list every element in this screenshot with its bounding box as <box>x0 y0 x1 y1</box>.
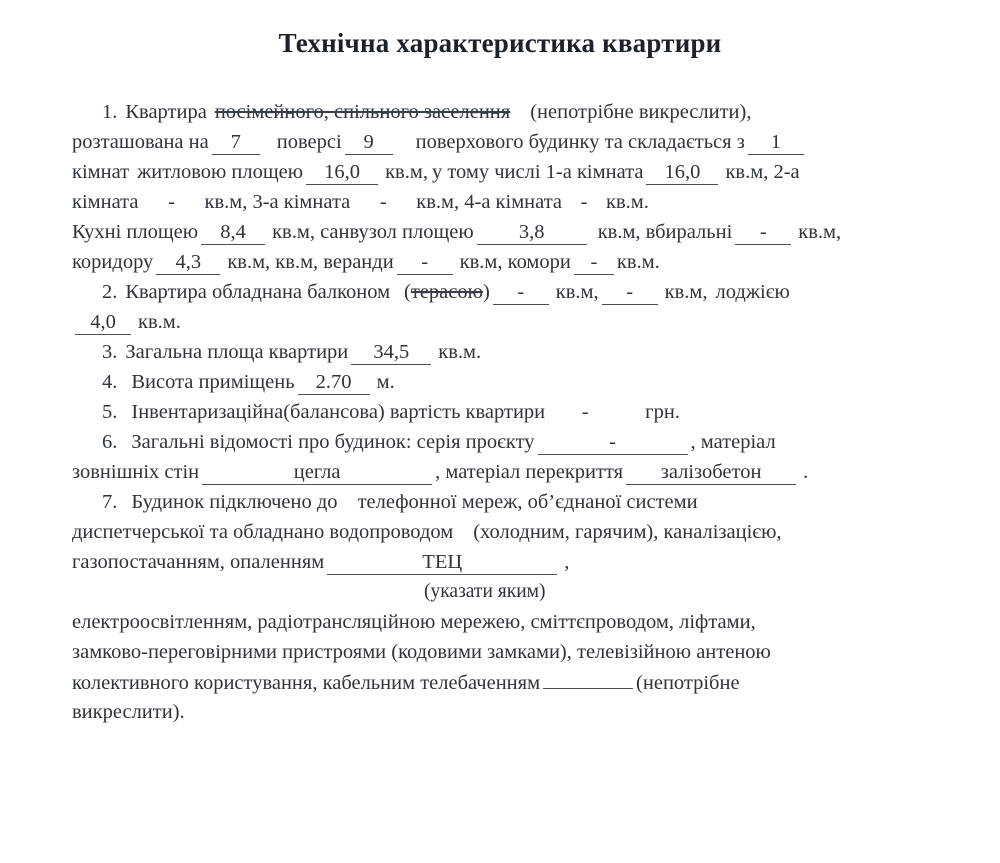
item2-struck-text: терасою <box>410 281 483 303</box>
label-outer-walls: зовнішніх стін <box>72 461 200 483</box>
item2-paren-open: ( <box>404 281 411 303</box>
label-ceiling-height: Висота приміщень <box>131 371 295 393</box>
field-total-area[interactable]: 34,5 <box>351 340 431 365</box>
item4-line <box>72 367 928 397</box>
item5-line <box>72 397 928 427</box>
field-inventory-value[interactable]: - <box>581 401 589 423</box>
label-room2: кімната <box>72 191 139 213</box>
item1-struck-text: посімейного, спільного заселення <box>214 101 511 123</box>
field-loggia-area[interactable]: 4,0 <box>75 310 131 335</box>
field-floor[interactable]: 7 <box>212 130 260 155</box>
field-room4-area[interactable]: - <box>580 191 588 213</box>
field-total-floors[interactable]: 9 <box>345 130 393 155</box>
field-storeroom-area[interactable]: - <box>574 250 614 275</box>
field-heating-type[interactable]: ТЕЦ <box>327 550 557 575</box>
field-room2-area[interactable]: - <box>168 191 175 213</box>
field-room3-area[interactable]: - <box>379 191 387 213</box>
label-dispatch-water: диспетчерської та обладнано водопроводом <box>72 521 454 543</box>
item3-number: 3. <box>102 341 118 363</box>
label-strike-out-2: викреслити). <box>72 701 185 723</box>
field-ceiling-height[interactable]: 2.70 <box>298 370 370 395</box>
item2-line1 <box>72 277 928 307</box>
label-sewage: , каналізацією, <box>653 521 782 543</box>
item1-line4 <box>72 187 928 217</box>
item7-number: 7. <box>102 491 118 513</box>
field-kitchen-area[interactable]: 8,4 <box>201 220 265 245</box>
item6-number: 6. <box>102 431 118 453</box>
field-toilet-area[interactable]: - <box>735 220 791 245</box>
item7-line6 <box>72 667 928 697</box>
field-cable-tv[interactable] <box>543 667 633 689</box>
label-sqm-11: кв.м. <box>616 251 660 273</box>
label-sqm-5: кв.м. <box>606 191 649 213</box>
label-period: . <box>803 461 809 483</box>
field-balcony2-area[interactable]: - <box>602 280 658 305</box>
item7-line4 <box>72 607 928 637</box>
label-meters: м. <box>376 371 395 393</box>
item1-line5 <box>72 217 928 247</box>
label-sqm-14: кв.м. <box>138 311 181 333</box>
label-total-area: Загальна площа квартири <box>125 341 349 363</box>
item7-line1 <box>72 487 928 517</box>
label-corridor: коридору <box>72 251 154 273</box>
label-inventory-value: Інвентаризаційна(балансова) вартість квартири <box>131 401 546 423</box>
label-building-info: Загальні відомості про будинок: серія проєкту <box>131 431 535 453</box>
item5-number: 5. <box>102 401 118 423</box>
label-sqm-9: кв.м, кв.м, веранди <box>227 251 394 273</box>
item1-comma: , <box>746 101 752 123</box>
item1-lead: Квартира <box>125 101 207 123</box>
label-living-area: житловою площею <box>137 161 304 183</box>
field-rooms-count[interactable]: 1 <box>748 130 804 155</box>
label-intercom-antenna: замково-переговірними пристроями (кодовими замками), телевізійною антеною <box>72 641 771 663</box>
item1-line1 <box>72 97 928 127</box>
label-connected-to: Будинок підключено до <box>131 491 338 513</box>
field-project-series[interactable]: - <box>538 430 688 455</box>
heating-note: (указати яким) <box>424 581 546 602</box>
label-sqm-1: кв.м, <box>385 161 428 183</box>
field-veranda-area[interactable]: - <box>397 250 453 275</box>
label-loggia: лоджією <box>715 281 790 303</box>
label-sqm-2: кв.м, 2-а <box>725 161 800 183</box>
field-floor-material[interactable]: залізобетон <box>626 460 796 485</box>
page-title: Технічна характеристика квартири <box>278 28 722 58</box>
label-phone-network: телефонної мереж, об’єднаної системи <box>357 491 698 513</box>
item1-parenthetical: (непотрібне викреслити) <box>530 101 747 123</box>
item3-line <box>72 337 928 367</box>
item2-lead: Квартира обладнана балконом <box>125 281 391 303</box>
label-including: у тому числі 1-а кімната <box>431 161 644 183</box>
document-page <box>0 28 1000 863</box>
label-sqm-15: кв.м. <box>438 341 482 363</box>
item6-line2 <box>72 457 928 487</box>
field-balcony1-area[interactable]: - <box>493 280 549 305</box>
label-material-2: , матеріал перекриття <box>435 461 624 483</box>
label-gas-heating: газопостачанням, опаленням <box>72 551 325 573</box>
label-rooms: кімнат <box>72 161 130 183</box>
label-sqm-13: кв.м, <box>664 281 708 303</box>
item1-line3 <box>72 157 928 187</box>
item2-paren-close: ) <box>482 281 490 303</box>
label-located-on: розташована на <box>72 131 209 153</box>
field-bathroom-area[interactable]: 3,8 <box>477 220 587 245</box>
label-sqm-10: кв.м, комори <box>459 251 571 273</box>
item4-number: 4. <box>102 371 118 393</box>
label-of-building: поверхового будинку та складається з <box>415 131 745 153</box>
item2-number: 2. <box>102 281 118 303</box>
item7-line2 <box>72 517 928 547</box>
label-water-type: (холодним, гарячим) <box>473 521 654 543</box>
label-material-1: , матеріал <box>690 431 776 453</box>
document-body <box>0 97 1000 727</box>
label-floor-word: поверсі <box>276 131 342 153</box>
item1-line6 <box>72 247 928 277</box>
label-sqm-12: кв.м, <box>555 281 599 303</box>
field-room1-area[interactable]: 16,0 <box>646 160 718 185</box>
item6-line1 <box>72 427 928 457</box>
item2-line2 <box>72 307 928 337</box>
field-living-area[interactable]: 16,0 <box>306 160 378 185</box>
field-corridor-area[interactable]: 4,3 <box>156 250 220 275</box>
item1-line2 <box>72 127 928 157</box>
label-comma: , <box>564 551 570 573</box>
item7-line7 <box>72 697 928 727</box>
label-electric-radio: електроосвітленням, радіотрансляційною мережею, сміттєпроводом, ліфтами, <box>72 611 756 633</box>
label-sqm-6: кв.м, санвузол площею <box>272 221 474 243</box>
field-outer-walls-material[interactable]: цегла <box>202 460 432 485</box>
label-collective-cable: колективного користування, кабельним телебаченням <box>72 672 541 694</box>
label-kitchen: Кухні площею <box>72 221 199 243</box>
item7-line3 <box>72 547 928 577</box>
label-strike-out-1: (непотрібне <box>636 672 740 694</box>
item7-line5 <box>72 637 928 667</box>
label-sqm-4: кв.м, 4-а кімната <box>416 191 563 213</box>
label-sqm-7: кв.м, вбиральні <box>597 221 733 243</box>
label-sqm-8: кв.м, <box>798 221 842 243</box>
label-sqm-3: кв.м, 3-а кімната <box>204 191 351 213</box>
label-currency: грн. <box>645 401 680 423</box>
item1-number: 1. <box>102 101 118 123</box>
